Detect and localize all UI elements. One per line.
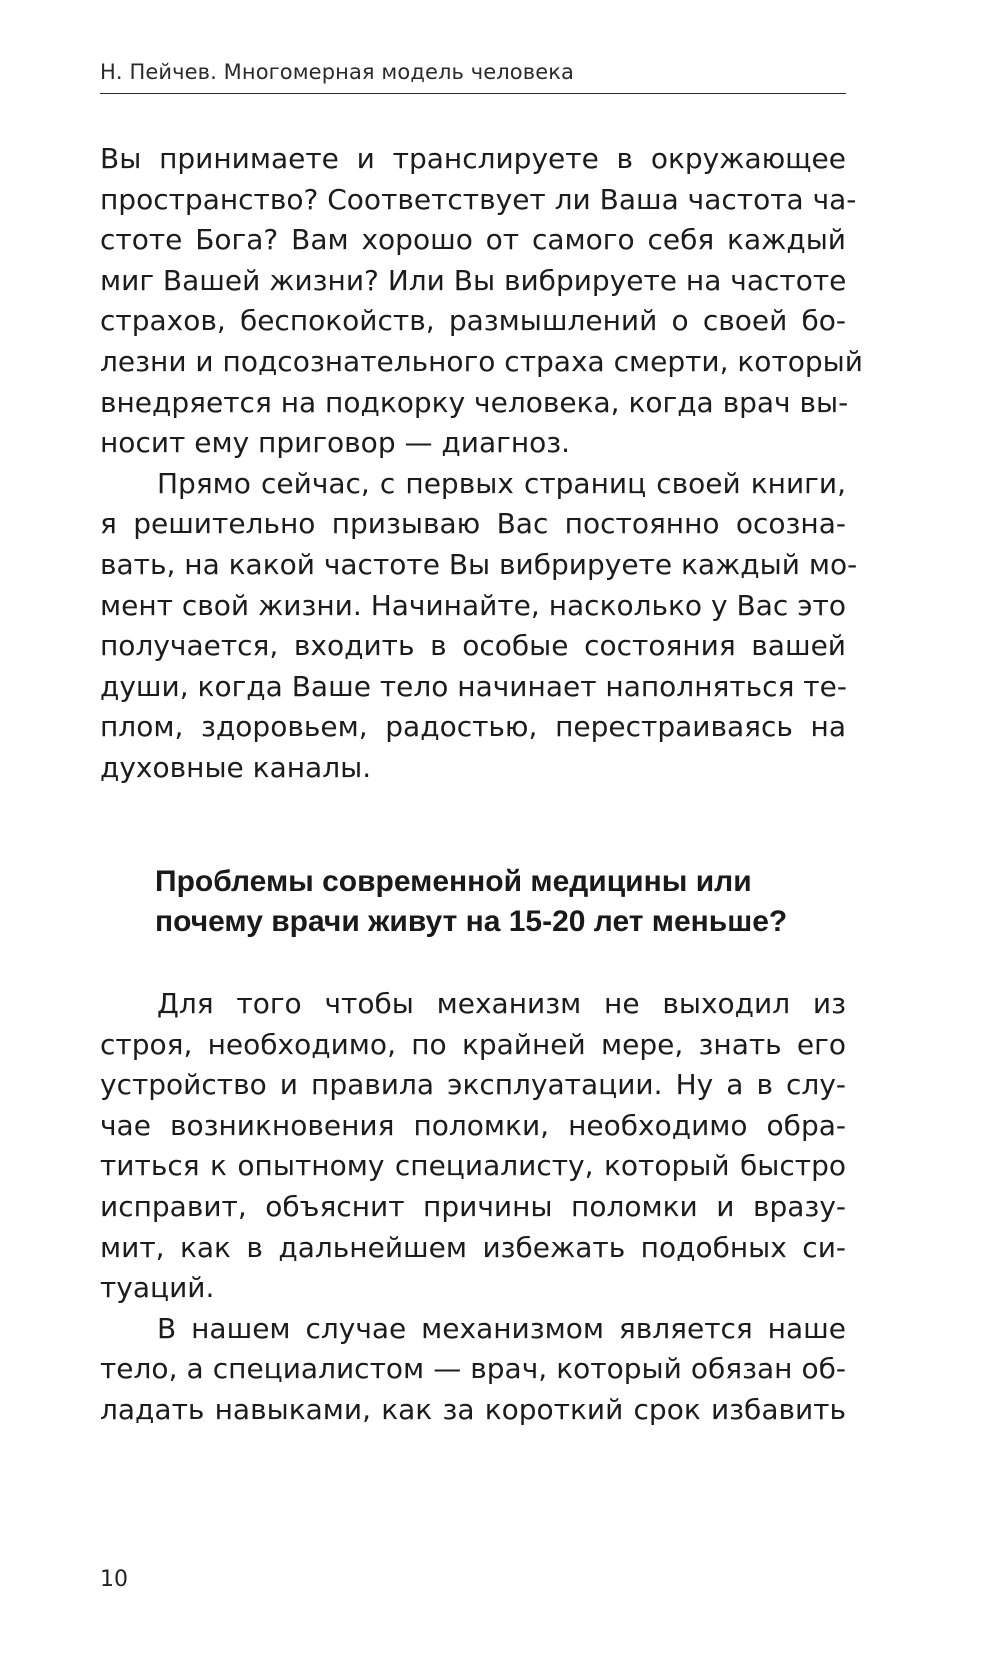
text-line: В нашем случае механизмом является наше bbox=[157, 1311, 846, 1345]
running-title: Н. Пейчев. Многомерная модель человека bbox=[100, 60, 574, 84]
text-line: внедряется на подкорку человека, когда врач вы- bbox=[100, 385, 849, 419]
text-line: Для того чтобы механизм не выходил из bbox=[157, 987, 846, 1020]
text-line: стоте Бога? Вам хорошо от самого себя каждый bbox=[100, 223, 846, 257]
text-line: лезни и подсознательного страха смерти, который bbox=[100, 344, 863, 378]
paragraph-mechanism bbox=[100, 984, 846, 1309]
paragraph-call-to-awareness bbox=[100, 464, 858, 789]
text-line: Вы принимаете и транслируете в окружающее bbox=[100, 142, 846, 175]
text-line: Прямо сейчас, с первых страниц своей книги, bbox=[157, 466, 846, 500]
text-line: строя, необходимо, по крайней мере, знать его bbox=[100, 1027, 846, 1061]
text-line: получается, входить в особые состояния вашей bbox=[100, 629, 846, 663]
section-heading bbox=[155, 862, 875, 942]
text-line: духовные каналы. bbox=[100, 750, 372, 784]
text-line: исправит, объяснит причины поломки и вразу- bbox=[100, 1189, 846, 1223]
text-line: титься к опытному специалисту, который быстро bbox=[100, 1149, 846, 1183]
section-heading-line: Проблемы современной медицины или bbox=[155, 865, 752, 898]
text-line: туаций. bbox=[100, 1271, 215, 1305]
body-text-top bbox=[100, 139, 863, 789]
text-line: мент свой жизни. Начинайте, насколько у Вас это bbox=[100, 588, 846, 622]
body-text-bottom bbox=[100, 984, 846, 1431]
text-line: плом, здоровьем, радостью, перестраиваясь на bbox=[100, 710, 846, 744]
text-line: вать, на какой частоте Вы вибрируете каждый мо- bbox=[100, 547, 858, 581]
paragraph-body-as-mechanism bbox=[100, 1309, 846, 1431]
text-line: миг Вашей жизни? Или Вы вибрируете на частоте bbox=[100, 263, 847, 297]
text-line: пространство? Соответствует ли Ваша частота ча- bbox=[100, 182, 857, 216]
text-line: ладать навыками, как за короткий срок избавить bbox=[100, 1392, 846, 1426]
text-line: души, когда Ваше тело начинает наполняться те- bbox=[100, 669, 847, 703]
text-line: носит ему приговор — диагноз. bbox=[100, 426, 571, 460]
text-line: чае возникновения поломки, необходимо обра- bbox=[100, 1108, 846, 1142]
text-line: устройство и правила эксплуатации. Ну а в слу- bbox=[100, 1068, 846, 1102]
text-line: мит, как в дальнейшем избежать подобных си- bbox=[100, 1230, 846, 1264]
text-line: тело, а специалистом — врач, который обязан об- bbox=[100, 1352, 846, 1386]
header-rule bbox=[100, 93, 846, 94]
text-line: страхов, беспокойств, размышлений о своей бо- bbox=[100, 304, 846, 338]
text-line: я решительно призываю Вас постоянно осозна- bbox=[100, 507, 846, 541]
section-heading-line: почему врачи живут на 15-20 лет меньше? bbox=[155, 905, 788, 938]
page-number: 10 bbox=[100, 1567, 128, 1592]
paragraph-continued bbox=[100, 139, 863, 464]
